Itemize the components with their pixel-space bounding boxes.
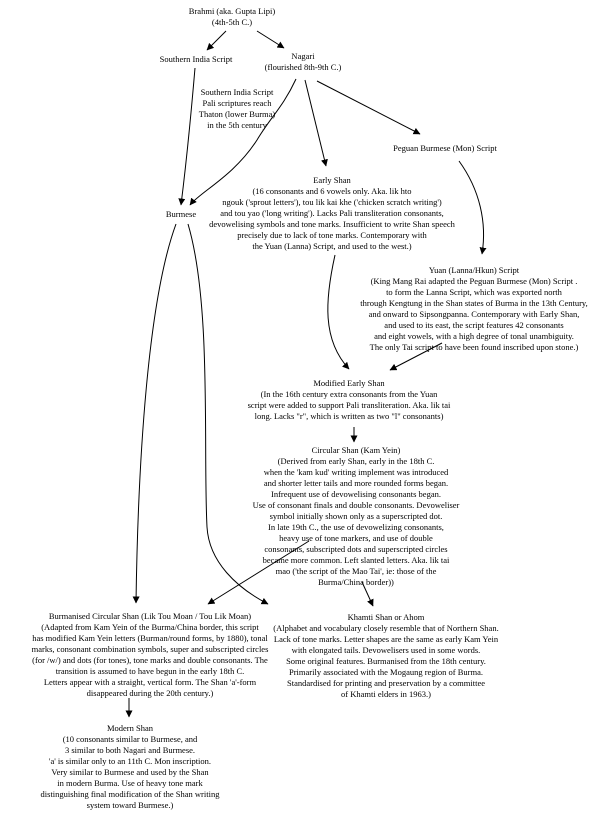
text-line: Burmese [165,209,197,219]
text-line: through Kengtung in the Shan states of Burma in the 13th Century, [360,298,588,308]
edge-brahmi-to-nagari [257,31,284,48]
text-line: Use of consonant finals and double consonants. Devoweliser [252,500,460,510]
text-line: Modern Shan [106,723,154,733]
text-line: Standardised for printing and preservation by a committee [286,678,486,688]
edge-early-shan-to-modified-early-shan [328,255,349,369]
text-line: in the 5th century [207,120,267,130]
edge-southern-india-to-burmese [181,68,195,205]
text-line: symbol initially shown only as a superscripted dot. [269,511,443,521]
text-line: Some original features. Burmanised from the 18th century. [286,656,486,666]
node-nagari [265,51,342,73]
text-line: Thaton (lower Burma) [198,109,276,119]
text-line: (Alphabet and vocabulary closely resemble that of Northern Shan. [273,623,499,633]
text-line: to form the Lanna Script, which was exported north [386,287,562,297]
text-line: (Derived from early Shan, early in the 18th C. [277,456,435,466]
text-line: Burma/China border)) [318,577,394,587]
node-brahmi [189,6,275,28]
text-line: Very similar to Burmese and used by the Shan [51,767,209,777]
text-line: system toward Burmese.) [86,800,174,810]
text-line: Infrequent use of devowelising consonants began. [271,489,441,499]
text-line: Modified Early Shan [313,378,385,388]
text-line: and eight vowels, with a high degree of tonal unambiguity. [374,331,574,341]
edge-nagari-to-early-shan [305,80,326,166]
edge-peguan-to-yuan [459,161,484,254]
text-line: (flourished 8th-9th C.) [264,62,342,72]
text-line: consonants, subscripted dots and superscripted circles [264,544,448,554]
text-line: 'a' is similar only to an 11th C. Mon inscription. [48,756,212,766]
text-line: Primarily associated with the Mogaung region of Burma. [288,667,484,677]
text-line: Early Shan [313,175,351,185]
node-yuan-lanna-hkun-script [360,265,588,353]
text-line: devowelising symbols and tone marks. Insufficient to write Shan speech [209,219,455,229]
edge-brahmi-to-southern-india [207,31,226,50]
text-line: disappeared during the 20th century.) [86,688,214,698]
text-line: and shorter letter tails and more rounded forms began. [263,478,449,488]
text-line: Brahmi (aka. Gupta Lipi) [188,6,276,16]
edge-burmese-to-burmanised [136,224,176,603]
node-circular-shan-kam-yein [253,445,460,588]
text-line: heavy use of tone markers, and use of double [279,533,433,543]
text-line: Letters appear with a straight, vertical form. The Shan 'a'-form [43,677,257,687]
text-line: the Yuan (Lanna) Script, and used to the west.) [252,241,412,251]
node-peguan-burmese-mon-script [393,143,497,154]
text-line: Pali scriptures reach [202,98,272,108]
text-line: distinguishing final modification of the Shan writing [40,789,220,799]
text-line: Southern India Script [200,87,274,97]
text-line: 3 similar to both Nagari and Burmese. [64,745,196,755]
text-line: Circular Shan (Kam Yein) [311,445,401,455]
text-line: script were added to support Pali transliteration. Aka. lik tai [247,400,451,410]
node-khamti-shan-or-ahom [273,612,498,700]
text-line: (4th-5th C.) [211,17,253,27]
text-line: and used to its east, the script features 42 consonants [384,320,564,330]
text-line: Khamti Shan or Ahom [347,612,425,622]
text-line: The only Tai script to have been found inscribed upon stone.) [369,342,579,352]
text-line: marks, consonant combination symbols, super and subscripted circles [31,644,269,654]
node-modern-shan [41,723,220,811]
text-line: Nagari [291,51,315,61]
text-line: Burmanised Circular Shan (Lik Tou Moan / Tou Lik Moan) [48,611,252,621]
node-burmese [166,209,196,220]
text-line: Peguan Burmese (Mon) Script [393,143,497,153]
text-line: became more common. Left slanted letters. Aka. lik tai [262,555,450,565]
text-line: transition is assumed to have begun in the early 18th C. [55,666,245,676]
text-line: (Adapted from Kam Yein of the Burma/China border, this script [41,622,259,632]
text-line: ngouk ('sprout letters'), tou lik kai khe ('chicken scratch writing') [222,197,442,207]
text-line: long. Lacks "r", which is written as two "l" consonants) [254,411,444,421]
text-line: (King Mang Rai adapted the Peguan Burmese (Mon) Script . [370,276,578,286]
text-line: (10 consonants similar to Burmese, and [62,734,198,744]
text-line: (16 consonants and 6 vowels only. Aka. lik hto [252,186,412,196]
node-early-shan [209,175,455,252]
text-line: and tou yao ('long writing'). Lacks Pali transliteration consonants, [220,208,444,218]
text-line: (In the 16th century extra consonants from the Yuan [260,389,438,399]
node-burmanised-circular-shan [32,611,269,699]
text-line: precisely due to lack of tone marks. Contemporary with [237,230,427,240]
node-southern-india-script [160,54,233,65]
text-line: when the 'kam kud' writing implement was introduced [263,467,449,477]
text-line: Southern India Script [159,54,233,64]
text-line: Lack of tone marks. Letter shapes are the same as early Kam Yein [273,634,499,644]
text-line: in modern Burma. Use of heavy tone mark [57,778,203,788]
text-line: In late 19th C., the use of devowelizing consonants, [268,522,444,532]
text-line: with elongated tails. Devowelisers used in some words. [291,645,481,655]
text-line: Yuan (Lanna/Hkun) Script [428,265,520,275]
text-line: of Khamti elders in 1963.) [341,689,431,699]
text-line: (for /w/) and dots (for tones), tone marks and double consonants. The [32,655,268,665]
node-modified-early-shan [248,378,451,422]
text-line: has modified Kam Yein letters (Burman/round forms, by 1880), tonal [32,633,268,643]
text-line: mao ('the script of the Mao Tai', ie: those of the [275,566,437,576]
edge-nagari-to-peguan [317,81,420,134]
text-line: and onward to Sipsongpanna. Contemporary with Early Shan, [368,309,580,319]
transmission-note [199,87,275,131]
